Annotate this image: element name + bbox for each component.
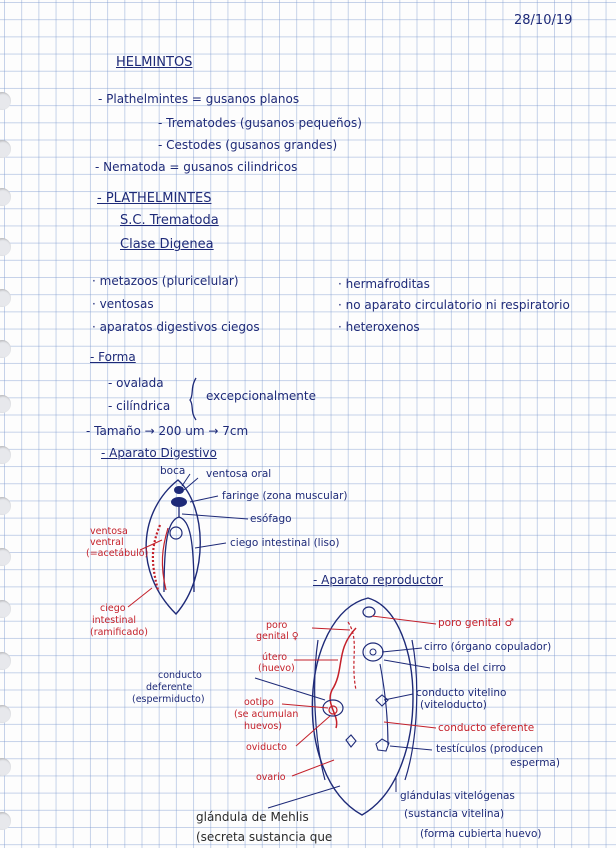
forma-item: - ovalada (108, 376, 164, 390)
label-glandulas-vitelogenas: glándulas vitelógenas (400, 790, 515, 802)
label-ovario: ovario (256, 772, 286, 783)
label-bolsa-cirro: bolsa del cirro (432, 662, 506, 674)
label-testiculos: testículos (producen (436, 743, 544, 755)
label-utero: (huevo) (258, 663, 295, 674)
label-cirro: cirro (órgano copulador) (424, 641, 552, 653)
section-subheading: S.C. Trematoda (120, 213, 219, 228)
label-conducto-deferente: (espermiducto) (132, 694, 205, 705)
label-ciego-ramificado: (ramificado) (90, 627, 148, 638)
label-conducto-deferente: deferente (146, 682, 193, 693)
size-line: - Tamaño → 200 um → 7cm (86, 424, 249, 438)
outline-line: - Nematoda = gusanos cilindricos (95, 160, 298, 174)
forma-note: excepcionalmente (206, 389, 316, 403)
label-ootipo: (se acumulan (234, 709, 299, 720)
label-ventosa-oral: ventosa oral (206, 468, 272, 480)
label-poro-masc: poro genital ♂ (438, 617, 514, 629)
label-ventosa-ventral: ventral (90, 537, 124, 548)
label-oviducto: oviducto (246, 742, 287, 753)
feature-item: · no aparato circulatorio ni respiratorio (338, 298, 570, 312)
label-ciego-ramificado: intestinal (92, 615, 137, 626)
section-heading: - PLATHELMINTES (97, 191, 212, 206)
outline-line: - Cestodes (gusanos grandes) (158, 138, 338, 152)
reproductive-heading: - Aparato reproductor (313, 573, 443, 587)
feature-item: · heteroxenos (338, 320, 420, 334)
label-ciego: ciego intestinal (liso) (230, 537, 340, 549)
page-title: HELMINTOS (116, 55, 193, 70)
feature-item: · hermafroditas (338, 277, 430, 291)
label-glandula-mehlis: glándula de Mehlis (196, 810, 309, 824)
label-utero: útero (262, 652, 288, 663)
outline-line: - Trematodes (gusanos pequeños) (158, 116, 362, 130)
forma-heading: - Forma (90, 350, 136, 364)
label-conducto-vitelino: (viteloducto) (420, 699, 487, 711)
label-ciego-ramificado: ciego (100, 603, 126, 614)
label-glandula-mehlis: (secreta sustancia que (196, 830, 333, 844)
section-class: Clase Digenea (120, 237, 214, 252)
forma-item: - cilíndrica (108, 399, 171, 413)
label-poro-fem: poro (266, 620, 288, 631)
label-poro-fem: genital ♀ (256, 631, 299, 642)
label-boca: boca (160, 465, 186, 477)
label-conducto-vitelino: conducto vitelino (416, 687, 507, 699)
feature-item: · metazoos (pluricelular) (92, 274, 239, 288)
label-ootipo: huevos) (244, 721, 282, 732)
label-testiculos: esperma) (510, 757, 560, 769)
label-conducto-deferente: conducto (158, 670, 202, 681)
label-esofago: esófago (250, 513, 292, 525)
label-faringe: faringe (zona muscular) (222, 490, 348, 502)
label-conducto-eferente: conducto eferente (438, 722, 535, 734)
label-ventosa-ventral: (=acetábulo) (86, 548, 149, 559)
outline-line: - Plathelmintes = gusanos planos (98, 92, 300, 106)
date: 28/10/19 (514, 13, 573, 28)
label-ventosa-ventral: ventosa (90, 526, 128, 537)
feature-item: · aparatos digestivos ciegos (92, 320, 260, 334)
label-ootipo: ootipo (244, 697, 274, 708)
feature-item: · ventosas (92, 297, 154, 311)
label-glandulas-vitelogenas: (sustancia vitelina) (404, 808, 505, 820)
digestive-heading: - Aparato Digestivo (101, 446, 217, 460)
label-glandulas-vitelogenas: (forma cubierta huevo) (420, 828, 542, 840)
